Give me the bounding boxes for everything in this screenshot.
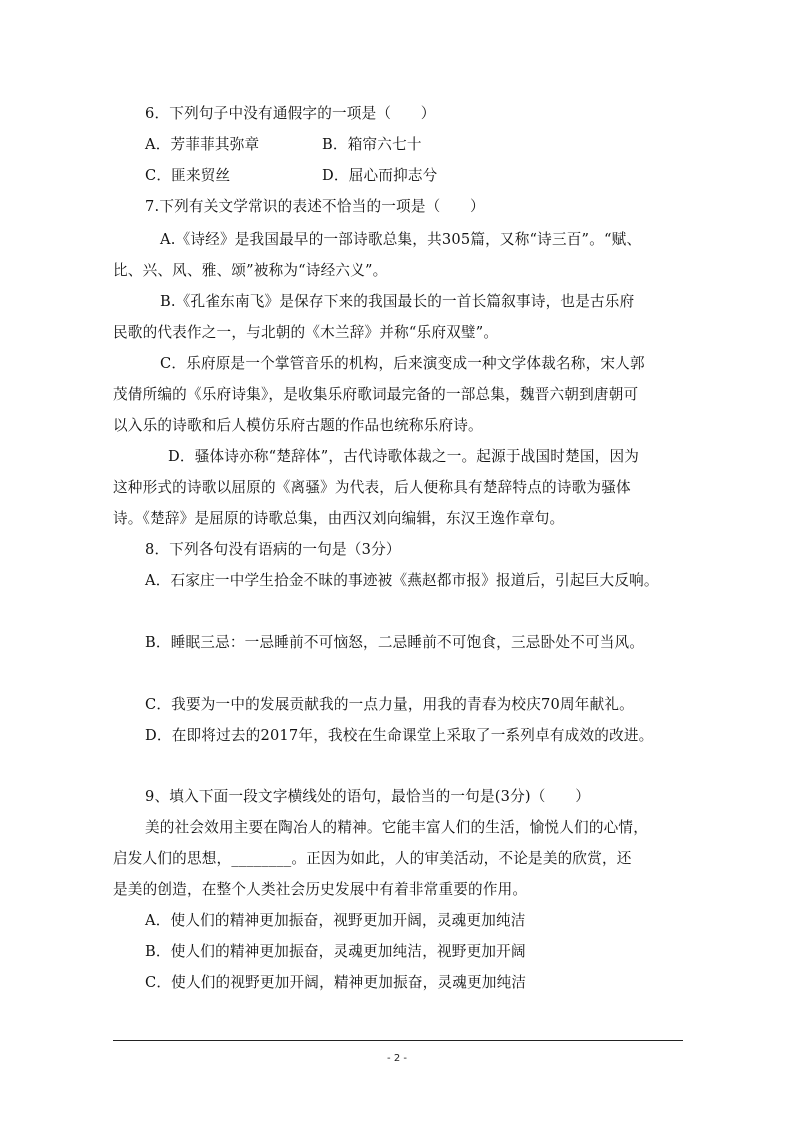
q7-option-d-line2: 这种形式的诗歌以屈原的《离骚》为代表，后人便称具有楚辞特点的诗歌为骚体 (113, 479, 631, 496)
q9-passage-line1: 美的社会效用主要在陶冶人的精神。它能丰富人们的生活，愉悦人们的心情， (145, 819, 648, 836)
footer-divider (113, 1040, 683, 1041)
q7-option-c-line1: C．乐府原是一个掌管音乐的机构，后来演变成一种文学体裁名称，宋人郭 (160, 355, 645, 372)
q6-option-c: C．匪来贸丝 (145, 167, 231, 184)
q8-option-c: C．我要为一中的发展贡献我的一点力量，用我的青春为校庆70周年献礼。 (145, 696, 634, 713)
q7-option-b-line1: B.《孔雀东南飞》是保存下来的我国最长的一首长篇叙事诗，也是古乐府 (160, 293, 635, 310)
q8-option-b: B．睡眠三忌：一忌睡前不可恼怒，二忌睡前不可饱食，三忌卧处不可当风。 (145, 634, 645, 651)
q7-option-d-line3: 诗。《楚辞》是屈原的诗歌总集，由西汉刘向编辑，东汉王逸作章句。 (113, 510, 565, 527)
q9-stem: 9、填入下面一段文字横线处的语句，最恰当的一句是(3分)（ ） (145, 788, 590, 805)
q7-option-c-line2: 茂倩所编的《乐府诗集》，是收集乐府歌词最完备的一部总集，魏晋六朝到唐朝可 (113, 386, 639, 403)
q9-option-b: B．使人们的精神更加振奋，灵魂更加纯洁，视野更加开阔 (145, 943, 526, 960)
q6-option-a: A．芳菲菲其弥章 (145, 136, 260, 153)
q7-option-a-line2: 比、兴、风、雅、颂”被称为“诗经六义”。 (113, 262, 388, 279)
q8-stem: 8．下列各句没有语病的一句是（3分） (145, 541, 401, 558)
q8-option-d: D．在即将过去的2017年，我校在生命课堂上采取了一系列卓有成效的改进。 (145, 727, 654, 744)
q6-option-d: D．屈心而抑志兮 (322, 167, 438, 184)
q6-stem: 6．下列句子中没有通假字的一项是（ ） (145, 105, 436, 122)
q7-option-a-line1: A.《诗经》是我国最早的一部诗歌总集，共305篇，又称“诗三百”。“赋、 (160, 231, 642, 248)
q7-option-d-line1: D．骚体诗亦称“楚辞体”，古代诗歌体裁之一。起源于战国时楚国，因为 (168, 448, 640, 465)
q8-option-a: A．石家庄一中学生拾金不昧的事迹被《燕赵都市报》报道后，引起巨大反响。 (145, 572, 659, 589)
q6-option-b: B．箱帘六七十 (322, 136, 422, 153)
q9-option-a: A．使人们的精神更加振奋，视野更加开阔，灵魂更加纯洁 (145, 912, 526, 929)
q7-stem: 7.下列有关文学常识的表述不恰当的一项是（ ） (145, 198, 485, 215)
q9-option-c: C．使人们的视野更加开阔，精神更加振奋，灵魂更加纯洁 (145, 974, 527, 991)
q9-passage-line2: 启发人们的思想，________。正因为如此，人的审美活动，不论是美的欣赏，还 (113, 850, 632, 867)
q7-option-c-line3: 以入乐的诗歌和后人模仿乐府古题的作品也统称乐府诗。 (113, 417, 483, 434)
q7-option-b-line2: 民歌的代表作之一，与北朝的《木兰辞》并称“乐府双璧”。 (113, 324, 499, 341)
q9-passage-line3: 是美的创造，在整个人类社会历史发展中有着非常重要的作用。 (113, 881, 528, 898)
page-number: - 2 - (387, 1053, 407, 1064)
